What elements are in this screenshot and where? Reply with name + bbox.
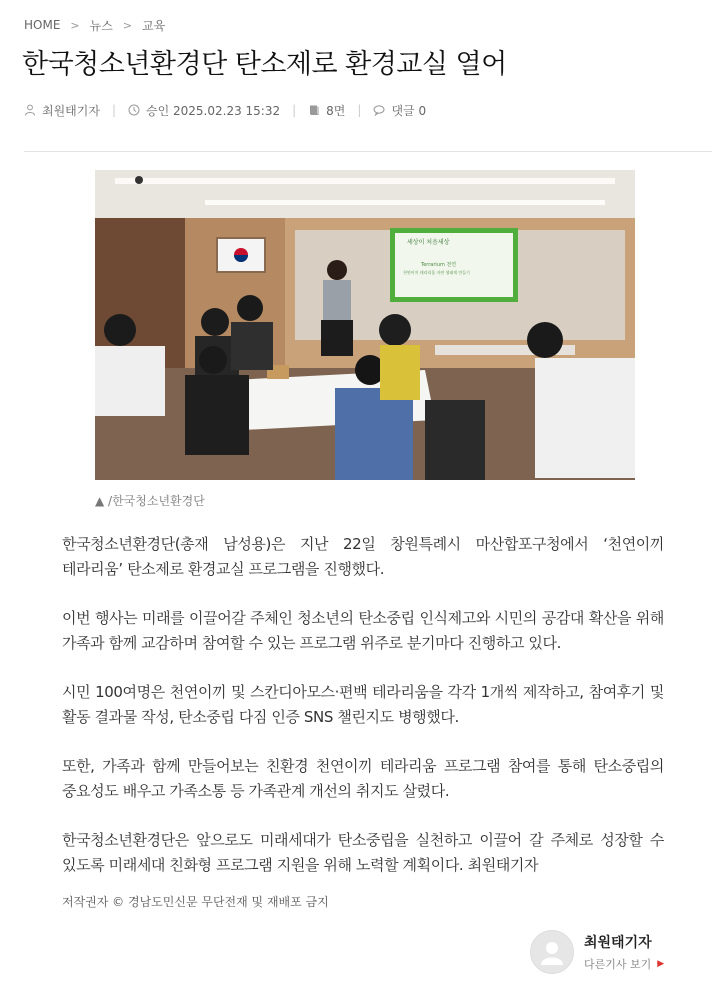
header-divider — [24, 151, 712, 152]
author-more-label[interactable]: 다른기사 보기 — [584, 958, 652, 971]
article-paragraph: 이번 행사는 미래를 이끌어갈 주체인 청소년의 탄소중립 인식제고와 시민의 공감대 확산을 위해 가족과 함께 교감하며 참여할 수 있는 프로그램 위주로 분기마다 진행하고 있다. — [62, 609, 664, 652]
author-more-link[interactable] — [584, 956, 664, 972]
breadcrumb-home[interactable]: HOME — [24, 18, 61, 32]
article-body — [62, 532, 664, 902]
page-number: 8면 — [326, 103, 346, 118]
meta-page — [308, 102, 345, 119]
classroom-photo-illustration — [95, 170, 635, 480]
breadcrumb — [24, 16, 165, 34]
avatar[interactable] — [530, 930, 574, 974]
breadcrumb-news[interactable]: 뉴스 — [89, 18, 113, 33]
page-title: 한국청소년환경단 탄소제로 환경교실 열어 — [22, 49, 507, 80]
article-paragraph: 한국청소년환경단(총재 남성용)은 지난 22일 창원특례시 마산합포구청에서 ‘천연이끼 테라리움’ 탄소제로 환경교실 프로그램을 진행했다. — [62, 535, 664, 578]
article-paragraph: 또한, 가족과 함께 만들어보는 친환경 천연이끼 테라리움 프로그램 참여를 통해 탄소중립의 중요성도 배우고 가족소통 등 가족관계 개선의 취지도 살렸다. — [62, 757, 664, 800]
reporter-name[interactable]: 최원태기자 — [42, 103, 100, 118]
comment-count[interactable]: 댓글 0 — [391, 103, 427, 118]
author-box — [530, 930, 690, 974]
comment-icon — [373, 104, 385, 116]
arrow-right-icon: ▶ — [657, 959, 665, 969]
article-paragraph: 시민 100여명은 천연이끼 및 스칸디아모스·편백 테라리움을 각각 1개씩 제작하고, 참여후기 및 활동 결과물 작성, 탄소중립 다짐 인증 SNS 챌린지도 병행했다. — [62, 683, 664, 726]
screen-line1: Terrarium 천연 — [421, 262, 457, 268]
copyright-notice: 저작권자 © 경남도민신문 무단전재 및 재배포 금지 — [62, 895, 329, 909]
meta-approved — [128, 102, 280, 119]
photo-caption: ▲ /한국청소년환경단 — [95, 494, 205, 508]
article-photo — [95, 170, 635, 480]
meta-divider: | — [292, 103, 297, 117]
meta-divider: | — [111, 103, 117, 117]
chevron-right-icon: > — [122, 18, 133, 32]
screen-line2: 천연이끼 테라리움 자연 생태계 만들기 — [403, 270, 470, 275]
book-icon — [308, 104, 320, 116]
article-paragraph: 한국청소년환경단은 앞으로도 미래세대가 탄소중립을 실천하고 이끌어 갈 주체로 성장할 수 있도록 미래세대 친화형 프로그램 지원을 위해 노력할 계획이다. 최원태기자 — [62, 831, 664, 874]
breadcrumb-education[interactable]: 교육 — [142, 18, 166, 33]
meta-reporter — [24, 102, 100, 119]
person-icon — [537, 937, 567, 967]
person-icon — [24, 104, 36, 116]
chevron-right-icon: > — [70, 18, 80, 32]
author-info — [584, 932, 664, 972]
meta-divider: | — [357, 103, 362, 117]
article-meta — [24, 101, 426, 119]
approved-time: 승인 2025.02.23 15:32 — [146, 103, 281, 118]
meta-comments[interactable] — [373, 102, 426, 119]
clock-icon — [128, 104, 140, 116]
screen-title: 세상이 처음세상 — [407, 239, 450, 246]
author-name[interactable]: 최원태기자 — [584, 935, 652, 951]
